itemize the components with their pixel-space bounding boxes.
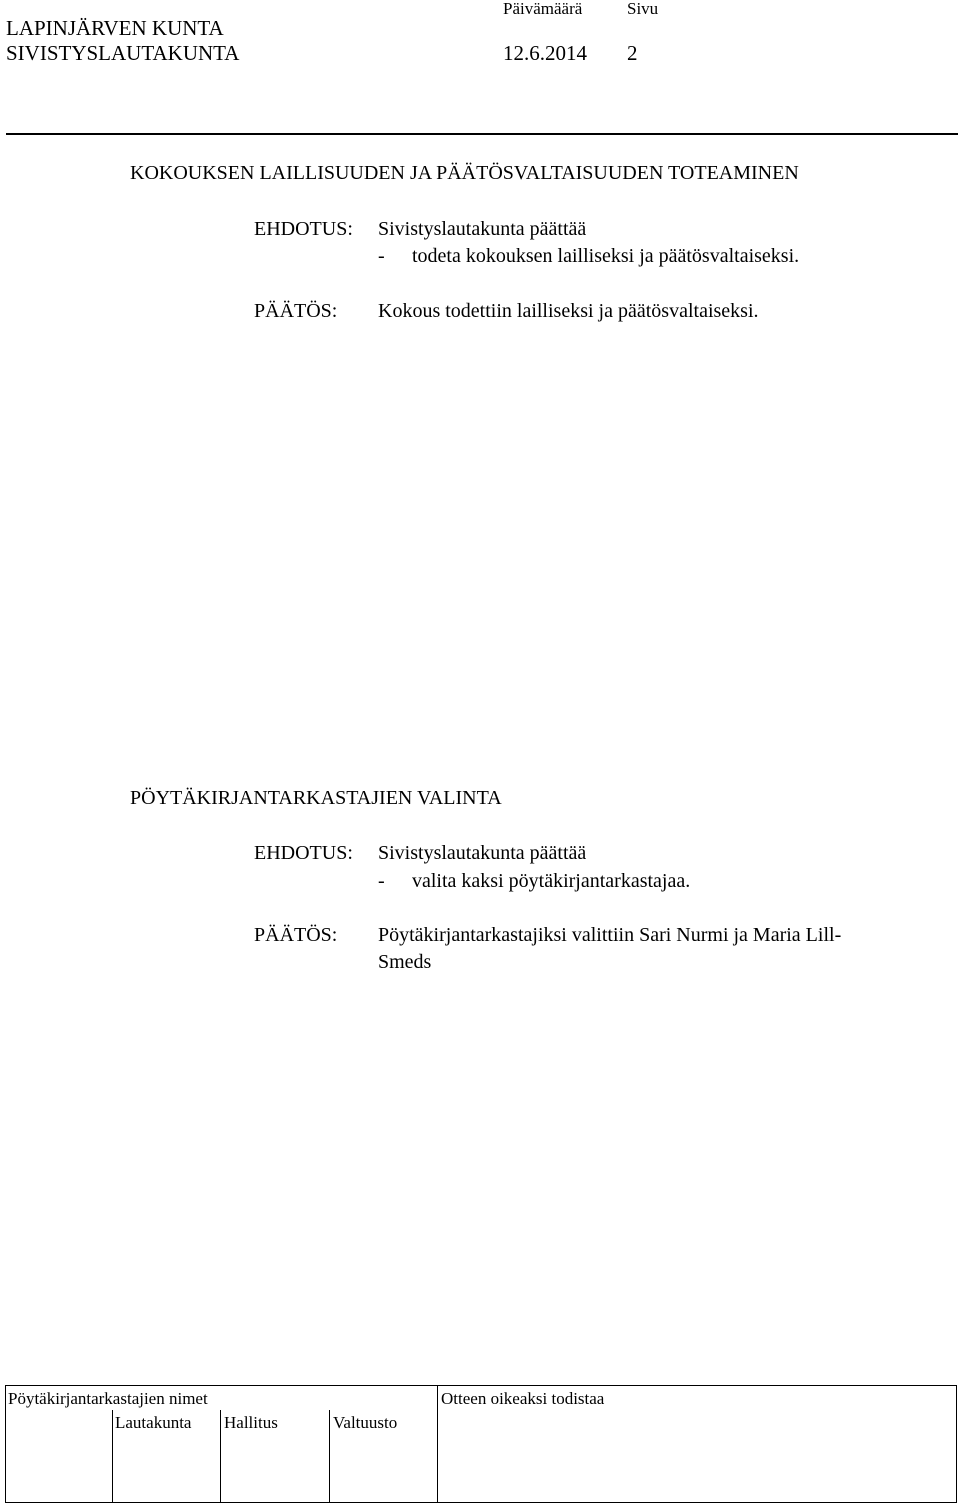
column-board: Lautakunta: [115, 1413, 192, 1432]
page-value: 2: [627, 41, 638, 65]
column-council: Valtuusto: [333, 1413, 398, 1432]
date-label: Päivämäärä: [503, 0, 583, 18]
column-government: Hallitus: [224, 1413, 278, 1432]
proposal-item: todeta kokouksen lailliseksi ja päätösvaltaiseksi.: [412, 245, 800, 267]
date-value: 12.6.2014: [503, 41, 587, 65]
proposal-label: EHDOTUS:: [254, 842, 353, 864]
decision-text: Pöytäkirjantarkastajiksi valittiin Sari Nurmi ja Maria Lill-: [378, 924, 842, 946]
box-divider-council: [329, 1410, 330, 1503]
certified-label: Otteen oikeaksi todistaa: [441, 1389, 605, 1408]
header-divider: [6, 133, 958, 135]
department-name: SIVISTYSLAUTAKUNTA: [6, 41, 240, 65]
inspectors-label: Pöytäkirjantarkastajien nimet: [8, 1389, 208, 1408]
proposal-text: Sivistyslautakunta päättää: [378, 218, 587, 240]
proposal-text: Sivistyslautakunta päättää: [378, 842, 587, 864]
organization-name: LAPINJÄRVEN KUNTA: [6, 16, 224, 40]
proposal-item: valita kaksi pöytäkirjantarkastajaa.: [412, 870, 691, 892]
proposal-bullet: -: [378, 870, 385, 892]
box-divider-board: [112, 1410, 113, 1503]
proposal-label: EHDOTUS:: [254, 218, 353, 240]
decision-label: PÄÄTÖS:: [254, 924, 338, 946]
decision-text-continued: Smeds: [378, 951, 432, 973]
box-divider-government: [220, 1410, 221, 1503]
proposal-bullet: -: [378, 245, 385, 267]
section-heading: PÖYTÄKIRJANTARKASTAJIEN VALINTA: [130, 787, 502, 809]
box-divider-main: [437, 1385, 438, 1503]
decision-label: PÄÄTÖS:: [254, 300, 338, 322]
page-label: Sivu: [627, 0, 659, 18]
section-heading: KOKOUKSEN LAILLISUUDEN JA PÄÄTÖSVALTAISUUDEN TOTEAMINEN: [130, 162, 799, 184]
decision-text: Kokous todettiin lailliseksi ja päätösvaltaiseksi.: [378, 300, 759, 322]
